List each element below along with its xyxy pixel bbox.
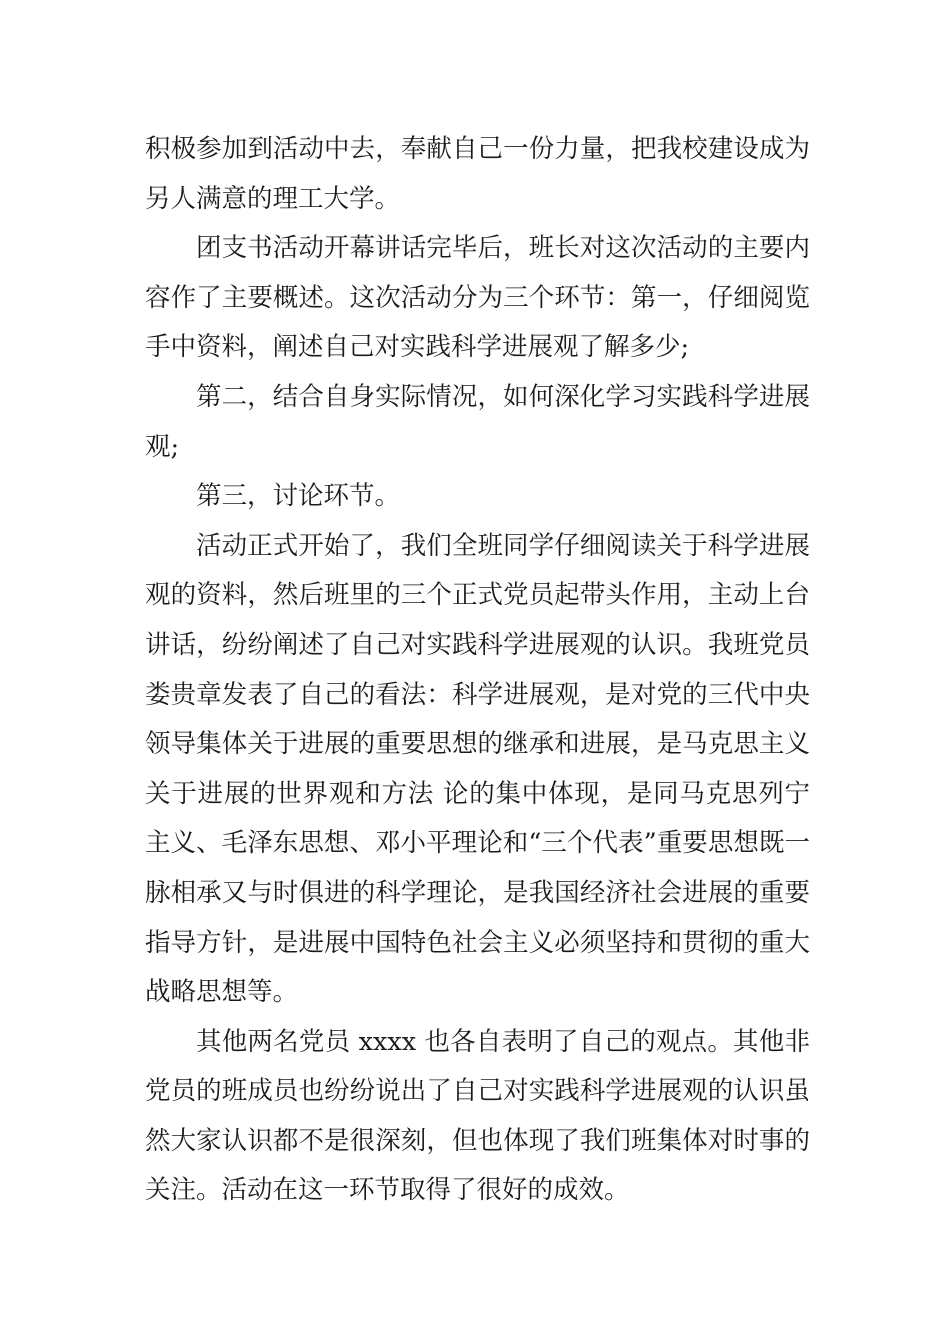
paragraph-3: 第二，结合自身实际情况，如何深化学习实践科学进展观; (145, 381, 810, 462)
paragraph-1: 积极参加到活动中去，奉献自己一份力量，把我校建设成为另人满意的理工大学。 (145, 134, 810, 214)
paragraph-2: 团支书活动开幕讲话完毕后，班长对这次活动的主要内容作了主要概述。这次活动分为三个环节：第一，仔细阅览手中资料，阐述自己对实践科学进展观了解多少; (145, 233, 810, 363)
paragraph-4: 第三，讨论环节。 (196, 481, 401, 512)
document-body (145, 125, 810, 1216)
paragraph-5: 活动正式开始了，我们全班同学仔细阅读关于科学进展观的资料，然后班里的三个正式党员起带头作用，主动上台讲话，纷纷阐述了自己对实践科学进展观的认识。我班党员娄贵章发表了自己的看法：科学进展观，是对党的三代中央领导集体关于进展的重要思想的继承和进展，是马克思主义关于进展的世界观和方法 论的集中体现，是同马克思列宁主义、毛泽东思想、邓小平理论和“三个代表”重要思想既一脉相承又与时俱进的科学理论，是我国经济社会进展的重要指导方针，是进展中国特色社会主义必须坚持和贯彻的重大战略思想等。 (145, 530, 810, 1008)
paragraph-6: 其他两名党员 xxxx 也各自表明了自己的观点。其他非党员的班成员也纷纷说出了自己对实践科学进展观的认识虽然大家认识都不是很深刻，但也体现了我们班集体对时事的关注。活动在这一环节取得了很好的成效。 (145, 1026, 810, 1206)
